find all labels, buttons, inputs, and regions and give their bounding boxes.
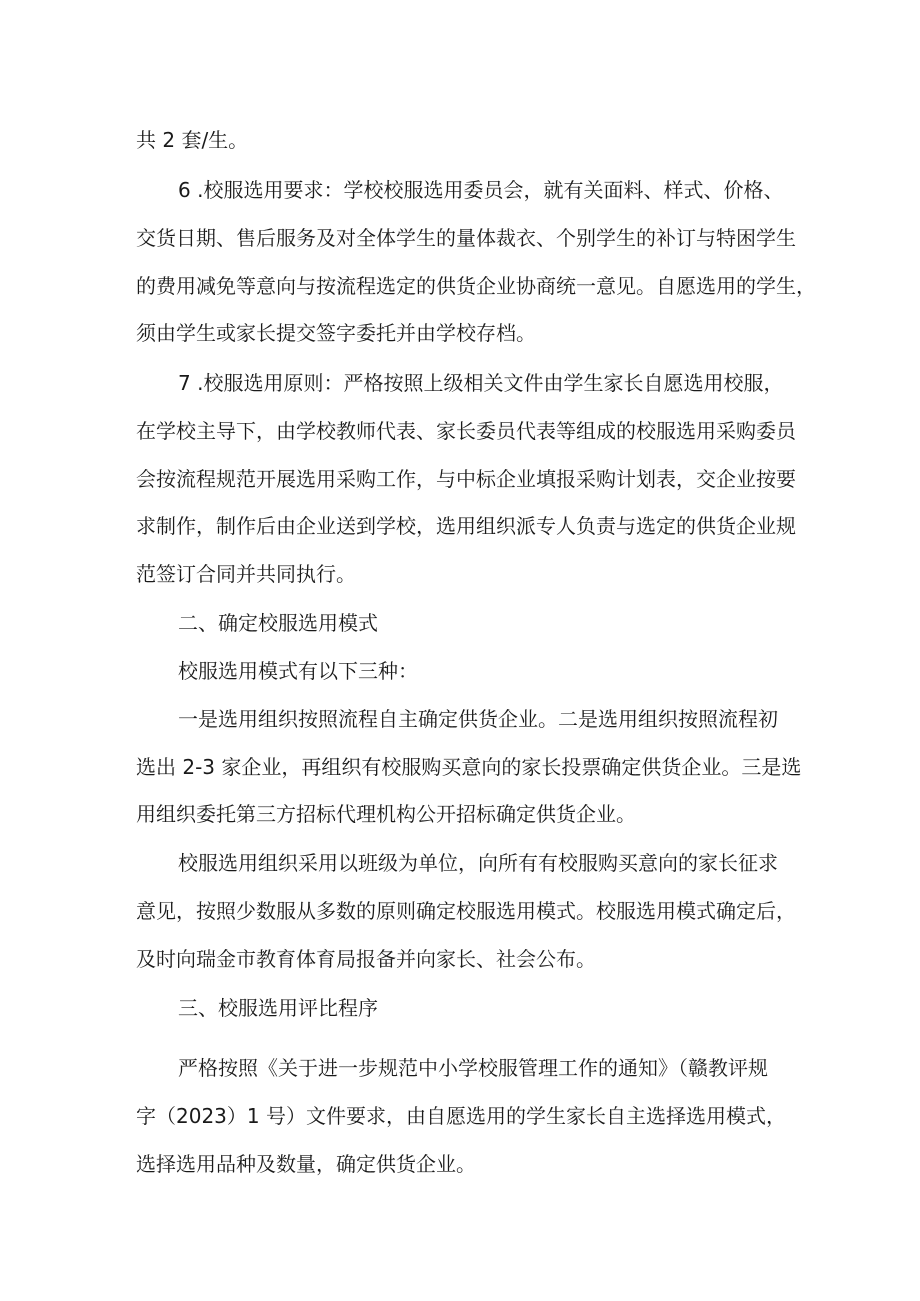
paragraph-line: 交货日期、售后服务及对全体学生的量体裁衣、个别学生的补订与特困学生	[136, 226, 796, 250]
paragraph-line: 会按流程规范开展选用采购工作，与中标企业填报采购计划表，交企业按要	[136, 467, 796, 491]
paragraph-line: 一是选用组织按照流程自主确定供货企业。二是选用组织按照流程初	[178, 707, 778, 731]
paragraph-line: 的费用减免等意向与按流程选定的供货企业协商统一意见。自愿选用的学生，	[136, 274, 816, 298]
section-heading: 三、校服选用评比程序	[178, 996, 378, 1020]
paragraph-line: 范签订合同并共同执行。	[136, 562, 356, 586]
paragraph-line: 严格按照《关于进一步规范中小学校服管理工作的通知》（赣教评规	[178, 1056, 768, 1080]
paragraph-line: 校服选用模式有以下三种：	[178, 659, 418, 683]
paragraph-line: 校服选用组织采用以班级为单位，向所有有校服购买意向的家长征求	[178, 851, 778, 875]
paragraph-line: 及时向瑞金市教育体育局报备并向家长、社会公布。	[136, 947, 596, 971]
paragraph-line: 字（2023）1 号）文件要求，由自愿选用的学生家长自主选择选用模式，	[136, 1104, 786, 1128]
paragraph-line: 共 2 套/生。	[136, 128, 249, 152]
section-heading: 二、确定校服选用模式	[178, 611, 378, 635]
paragraph-line: 用组织委托第三方招标代理机构公开招标确定供货企业。	[136, 802, 636, 826]
paragraph-line: 意见，按照少数服从多数的原则确定校服选用模式。校服选用模式确定后，	[136, 899, 796, 923]
paragraph-line: 7 .校服选用原则：严格按照上级相关文件由学生家长自愿选用校服，	[178, 371, 784, 395]
paragraph-line: 6 .校服选用要求：学校校服选用委员会，就有关面料、样式、价格、	[178, 178, 784, 202]
paragraph-line: 选出 2-3 家企业，再组织有校服购买意向的家长投票确定供货企业。三是选	[136, 755, 802, 779]
paragraph-line: 选择选用品种及数量，确定供货企业。	[136, 1152, 476, 1176]
paragraph-line: 在学校主导下，由学校教师代表、家长委员代表等组成的校服选用采购委员	[136, 419, 796, 443]
paragraph-line: 须由学生或家长提交签字委托并由学校存档。	[136, 321, 536, 345]
paragraph-line: 求制作，制作后由企业送到学校，选用组织派专人负责与选定的供货企业规	[136, 514, 796, 538]
